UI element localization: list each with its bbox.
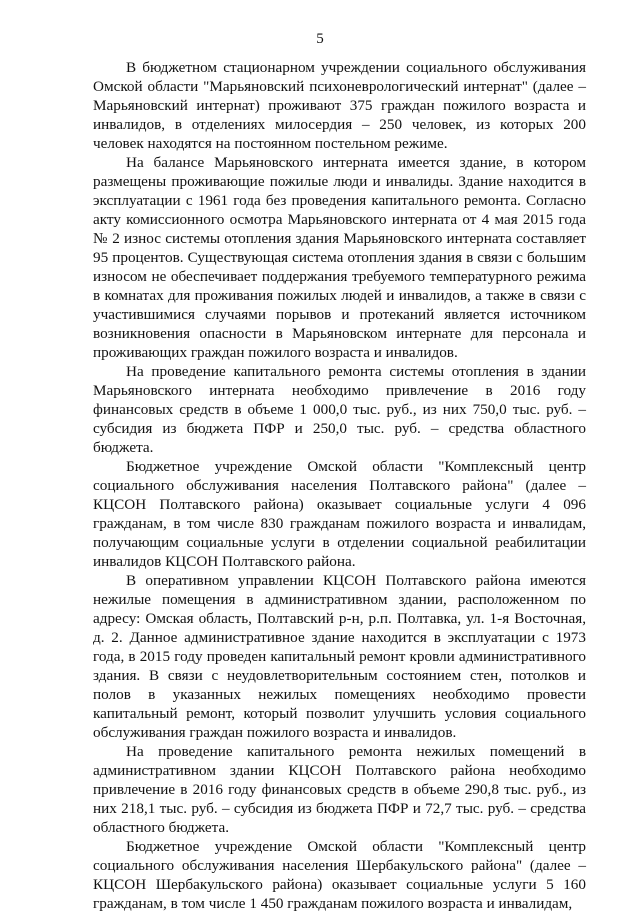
paragraph-marianovsky-internat: В бюджетном стационарном учреждении социального обслуживания Омской области "Марьяновский психоневрологический интернат" (далее – Марьяновский интернат) проживают 375 граждан пожилого возраста и инвалидов, в отделениях милосердия – 250 человек, из которых 200 человек находятся на постоянном постельном режиме.: [93, 59, 586, 152]
paragraph-heating-funding: На проведение капитального ремонта системы отопления в здании Марьяновского интерната необходимо привлечение в 2016 году финансовых средств в объеме 1 000,0 тыс. руб., из них 750,0 тыс. руб. – субсидия из бюджета ПФР и 250,0 тыс. руб. – средства областного бюджета.: [93, 363, 586, 456]
paragraph-kcson-sherbakulsky: Бюджетное учреждение Омской области "Комплексный центр социального обслуживания населения Шербакульского района" (далее – КЦСОН Шербакульского района) оказывает социальные услуги 5 160 гражданам, в том числе 1 450 гражданам пожилого возраста и инвалидам,: [93, 838, 586, 912]
page-number: 5: [316, 31, 324, 47]
paragraph-building-heating: На балансе Марьяновского интерната имеется здание, в котором размещены проживающие пожилые люди и инвалиды. Здание находится в эксплуатации с 1961 года без проведения капитального ремонта. Согласно акту комиссионного осмотра Марьяновского интерната от 4 мая 2015 года № 2 износ системы отопления здания Марьяновского интерната составляет 95 процентов. Существующая система отопления здания в связи с большим износом не обеспечивает поддержания требуемого температурного режима в комнатах для проживания пожилых людей и инвалидов, а также в связи с участившимися случаями порывов и протеканий является источником возникновения опасности в Марьяновском интернате для персонала и проживающих граждан пожилого возраста и инвалидов.: [93, 154, 586, 361]
paragraph-kcson-poltavsky: Бюджетное учреждение Омской области "Комплексный центр социального обслуживания населения Полтавского района" (далее – КЦСОН Полтавского района) оказывает социальные услуги 4 096 гражданам, в том числе 830 гражданам пожилого возраста и инвалидам, получающим социальные услуги в отделении социальной реабилитации инвалидов КЦСОН Полтавского района.: [93, 458, 586, 570]
paragraph-poltavsky-premises: В оперативном управлении КЦСОН Полтавского района имеются нежилые помещения в административном здании, расположенном по адресу: Омская область, Полтавский р-н, р.п. Полтавка, ул. 1-я Восточная, д. 2. Данное административное здание находится в эксплуатации с 1973 года, в 2015 году проведен капитальный ремонт кровли административного здания. В связи с неудовлетворительным состоянием стен, потолков и полов в указанных нежилых помещениях необходимо провести капитальный ремонт, который позволит улучшить условия социального обслуживания граждан пожилого возраста и инвалидов.: [93, 572, 586, 741]
paragraph-poltavsky-funding: На проведение капитального ремонта нежилых помещений в административном здании КЦСОН Полтавского района необходимо привлечение в 2016 году финансовых средств в объеме 290,8 тыс. руб., из них 218,1 тыс. руб. – субсидия из бюджета ПФР и 72,7 тыс. руб. – средства областного бюджета.: [93, 743, 586, 836]
document-body: [93, 58, 586, 913]
